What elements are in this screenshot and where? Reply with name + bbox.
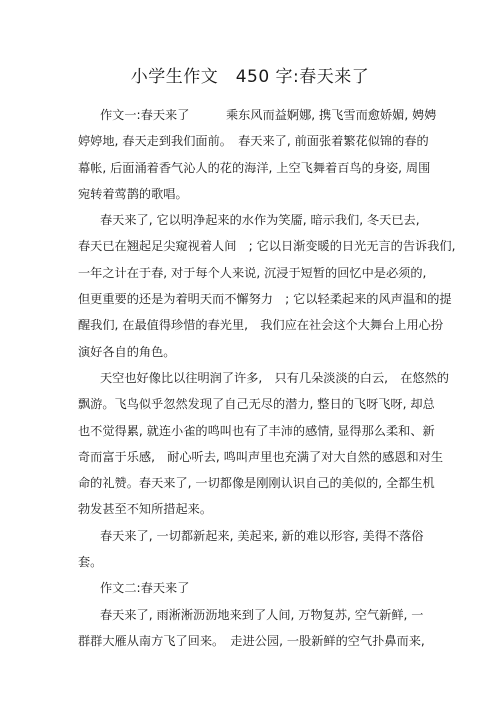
text-line: 宛转着莺鹊的歌唱。 (78, 186, 188, 201)
text-line: 春天来了, 雨淅淅沥沥地来到了人间, 万物复苏, 空气新鲜, 一 (100, 607, 424, 622)
text-line: 春天来了, 它以明净起来的水作为笑靥, 暗示我们, 冬天已去, (100, 213, 420, 228)
text-line: 也不觉得累, 就连小雀的鸣叫也有了丰沛的感情, 显得那么柔和、新 (78, 423, 435, 438)
text-line: 演好各自的角色。 (78, 344, 176, 359)
text-line: 飘游。飞鸟似乎忽然发现了自己无尽的潜力, 整日的飞呀飞呀, 却总 (78, 397, 435, 412)
text-line: 但更重要的还是为着明天而不懈努力 ; 它以轻柔起来的风声温和的提 (78, 292, 452, 307)
text-line: 春天已在翘起足尖窥视着人间 ; 它以日渐变暖的日光无言的告诉我们, (78, 239, 456, 254)
text-line: 醒我们, 在最值得珍惜的春光里, 我们应在社会这个大舞台上用心扮 (78, 318, 444, 333)
text-line: 套。 (78, 555, 103, 570)
text-line: 群群大雁从南方飞了回来。 走进公园, 一股新鲜的空气扑鼻而来, (78, 633, 425, 648)
text-line: 作文一:春天来了 乘东风而益婀娜, 携飞雪而愈娇媚, 娉娉 (100, 108, 437, 122)
text-line: 一年之计在于春, 对于每个人来说, 沉浸于短暂的回忆中是必须的, (78, 265, 427, 280)
section-heading: 作文二:春天来了 (100, 581, 190, 596)
text-line: 命的礼赞。春天来了, 一切都像是刚刚认识自己的美似的, 全都生机 (78, 476, 435, 491)
essay-body (78, 102, 456, 654)
text-line: 春天来了, 一切都新起来, 美起来, 新的难以形容, 美得不落俗 (100, 528, 424, 543)
page-title: 小学生作文 450 字:春天来了 (130, 67, 370, 87)
text-line: 婷婷地, 春天走到我们面前。 春天来了, 前面张着繁花似锦的春的 (78, 134, 429, 149)
text-line: 幕帐, 后面涌着香气沁人的花的海洋, 上空飞舞着百鸟的身姿, 周围 (78, 160, 431, 175)
text-line: 勃发甚至不知所措起来。 (78, 502, 213, 517)
text-line: 天空也好像比以往明润了许多, 只有几朵淡淡的白云, 在悠然的 (100, 370, 449, 385)
text-line: 奇而富于乐感, 耐心听去, 鸣叫声里也充满了对大自然的感恩和对生 (78, 449, 444, 464)
